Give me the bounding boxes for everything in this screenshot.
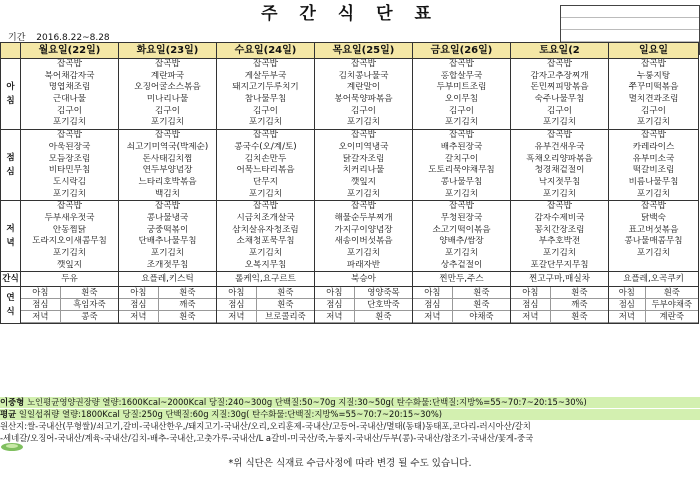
porridge-subrow (609, 299, 698, 311)
menu-item: 포기김치 (248, 188, 283, 199)
porridge-meal: 아침 (413, 287, 452, 299)
porridge-subrow (315, 287, 412, 299)
menu-item: 백김치 (155, 188, 180, 199)
menu-item: 쇠고기미역국(박제순) (126, 141, 209, 152)
breakfast-cell (413, 59, 511, 130)
porridge-subrow (511, 287, 608, 299)
breakfast-cell (315, 59, 413, 130)
menu-item: 닭백숙 (641, 212, 666, 223)
menu-item: 오이미역냉국 (338, 141, 389, 152)
porridge-item: 흰죽 (158, 311, 216, 323)
porridge-item: 두부야채죽 (645, 299, 698, 311)
day-header: 토요일(2 (511, 43, 609, 59)
menu-item: 청경채겉절이 (534, 165, 585, 176)
menu-item: 홍합살무국 (440, 70, 483, 81)
menu-item: 포기김치 (248, 248, 283, 258)
menu-item (609, 260, 698, 272)
menu-item: 잡곡밥 (57, 59, 82, 69)
menu-item: 잡곡밥 (155, 59, 180, 69)
porridge-meal: 아침 (315, 287, 354, 299)
porridge-subrow (609, 287, 698, 299)
day-header: 목요일(25일) (315, 43, 413, 59)
porridge-item: 흰죽 (158, 287, 216, 299)
snack-cell: 북승아 (315, 272, 413, 287)
porridge-item: 단호박죽 (354, 299, 412, 311)
menu-item: 포기김치 (52, 188, 87, 199)
porridge-meal: 저녁 (609, 311, 645, 323)
porridge-item: 깨죽 (158, 299, 216, 311)
porridge-subrow (609, 311, 698, 323)
dinner-cell (315, 201, 413, 272)
porridge-subrow (413, 299, 510, 311)
porridge-subtable (511, 287, 608, 323)
porridge-subtable (413, 287, 510, 323)
porridge-meal: 아침 (511, 287, 550, 299)
menu-item: 표고버섯볶음 (628, 224, 679, 235)
menu-item: 누룽지탕 (636, 70, 671, 81)
dinner-cell (119, 201, 217, 272)
menu-item: 잡곡밥 (253, 201, 278, 212)
porridge-subtable (609, 287, 698, 323)
menu-item: 닭갈자조림 (342, 153, 385, 164)
menu-item: 무청된장국 (440, 212, 483, 223)
porridge-subrow (119, 299, 216, 311)
menu-item: 꽁치간장조림 (534, 224, 585, 235)
porridge-subtable (21, 287, 118, 323)
menu-item: 콩나물매콤무침 (624, 236, 683, 247)
menu-item: 잡곡밥 (253, 59, 278, 69)
nutrition-recommended (0, 397, 700, 408)
porridge-item: 깨죽 (550, 299, 608, 311)
menu-item: 비타민무침 (48, 165, 91, 176)
menu-item: 유부건새우국 (534, 141, 585, 152)
menu-item: 안동찜닭 (52, 224, 87, 235)
breakfast-cell (511, 59, 609, 130)
menu-item: 잡곡밥 (351, 130, 376, 141)
porridge-meal: 저녁 (217, 311, 256, 323)
porridge-meal: 점심 (511, 299, 550, 311)
menu-item: 포기김치 (52, 117, 87, 128)
porridge-subrow (217, 311, 314, 323)
porridge-item: 영양죽목 (354, 287, 412, 299)
porridge-cell (217, 287, 315, 324)
menu-item: 궁중떡볶이 (146, 224, 189, 235)
dinner-label: 저 녁 (1, 201, 21, 272)
period-label: 기간 (8, 33, 26, 43)
menu-item: 두부미트조림 (436, 82, 487, 93)
menu-item: 김구이 (547, 105, 572, 116)
menu-item: 카레라이스 (632, 141, 675, 152)
dinner-cell (609, 201, 699, 272)
menu-item: 김구이 (57, 105, 82, 116)
menu-item: 잡곡밥 (641, 201, 666, 212)
menu-item: 포기김치 (52, 248, 87, 258)
origin-info (0, 421, 700, 445)
snack-cell: 찐만두,주스 (413, 272, 511, 287)
porridge-meal: 저녁 (119, 311, 158, 323)
dinner-cell (217, 201, 315, 272)
porridge-meal: 아침 (217, 287, 256, 299)
menu-item: 잡곡밥 (57, 201, 82, 212)
day-header: 금요일(26일) (413, 43, 511, 59)
menu-item: 콩국수(오/계/토) (234, 141, 297, 152)
menu-item: 포기김치 (444, 117, 479, 128)
menu-item: 깻잎지 (57, 259, 82, 270)
menu-item: 포기김치 (346, 117, 381, 128)
day-header: 화요일(23일) (119, 43, 217, 59)
porridge-cell (119, 287, 217, 324)
porridge-item: 흑임자죽 (60, 299, 118, 311)
menu-item: 삼치살유자청조림 (232, 224, 299, 235)
snack-cell: 찐고구마,매실차 (511, 272, 609, 287)
porridge-cell (315, 287, 413, 324)
nutrition-average-label: 평균 (0, 409, 17, 419)
menu-item: 단무지 (253, 176, 278, 187)
porridge-cell (413, 287, 511, 324)
menu-item: 쭈꾸미떡볶음 (628, 82, 679, 93)
porridge-subtable (217, 287, 314, 323)
menu-item: 명엽채조림 (48, 82, 91, 93)
menu-item: 포갈단무지무침 (530, 259, 589, 270)
menu-item: 떡갈비조림 (632, 165, 675, 176)
porridge-subrow (511, 311, 608, 323)
porridge-subrow (413, 311, 510, 323)
porridge-item: 흰죽 (452, 287, 510, 299)
lunch-label: 점 심 (1, 130, 21, 201)
menu-item: 포기김치 (636, 248, 671, 258)
menu-item: 소채청포묵무침 (236, 236, 295, 247)
porridge-subrow (21, 311, 118, 323)
porridge-label: 연 식 (1, 287, 21, 324)
porridge-meal: 저녁 (511, 311, 550, 323)
menu-item: 포기김치 (150, 117, 185, 128)
dinner-cell (511, 201, 609, 272)
dinner-row (1, 201, 699, 272)
menu-item: 양배추/쌈장 (439, 236, 484, 247)
porridge-item: 흰죽 (256, 299, 314, 311)
dinner-cell (21, 201, 119, 272)
menu-item: 조개젓무침 (146, 259, 189, 270)
porridge-meal: 아침 (609, 287, 645, 299)
menu-item: 북어채감자국 (44, 70, 95, 81)
menu-item: 참나물무침 (244, 94, 287, 105)
menu-item: 미나리나물 (146, 94, 189, 105)
snack-row (1, 272, 699, 287)
menu-item: 포기김치 (636, 117, 671, 128)
porridge-cell (609, 287, 699, 324)
menu-item: 봉어묵양파볶음 (334, 94, 393, 105)
page-title: 주 간 식 단 표 (261, 4, 439, 24)
porridge-item: 흰죽 (550, 311, 608, 323)
menu-item: 모듬장조림 (48, 153, 91, 164)
porridge-subtable (315, 287, 412, 323)
menu-item: 어묵느타리볶음 (236, 165, 295, 176)
menu-item: 포기김치 (636, 188, 671, 199)
snack-cell: 요플레,키스틱 (119, 272, 217, 287)
porridge-item: 계란죽 (645, 311, 698, 323)
lunch-cell (217, 130, 315, 201)
footnote: *위 식단은 식재료 수급사정에 따라 변경 될 수도 있습니다. (228, 458, 472, 469)
menu-item: 새송이버섯볶음 (334, 236, 393, 247)
porridge-item: 흰죽 (645, 287, 698, 299)
menu-item: 오징어굴소스볶음 (134, 82, 201, 93)
menu-item: 포기김치 (346, 248, 381, 258)
porridge-item: 흰죽 (550, 287, 608, 299)
menu-item: 낙지젓무침 (538, 176, 581, 187)
menu-item: 잡곡밥 (547, 59, 572, 69)
porridge-meal: 점심 (315, 299, 354, 311)
menu-item: 오복지무침 (244, 259, 287, 270)
porridge-subrow (119, 287, 216, 299)
menu-item: 오이무침 (444, 94, 479, 105)
menu-item: 잡곡밥 (155, 130, 180, 141)
porridge-subrow (217, 287, 314, 299)
porridge-item: 흰죽 (354, 311, 412, 323)
menu-item: 갈치구이 (444, 153, 479, 164)
lunch-cell (413, 130, 511, 201)
menu-item: 포기김치 (542, 117, 577, 128)
menu-item: 두부새우젓국 (44, 212, 95, 223)
day-header-row (1, 43, 699, 59)
menu-item: 김구이 (155, 105, 180, 116)
lunch-cell (315, 130, 413, 201)
porridge-meal: 저녁 (21, 311, 60, 323)
menu-item: 흑채오리양파볶음 (526, 153, 593, 164)
menu-item: 해물순두부찌개 (334, 212, 393, 223)
porridge-subrow (119, 311, 216, 323)
porridge-meal: 아침 (21, 287, 60, 299)
origin-line-1: 원산지:쌀-국내산(무형쌀)/쇠고기,갈비-국내산한우,/돼지고기-국내산/오리,오리훈제-국내산/고등어-국내산/멸태(동태)동태포,코다리-러시아산/갈치 (0, 421, 531, 431)
porridge-subrow (315, 311, 412, 323)
snack-cell: 요플레,오곡쿠키 (609, 272, 699, 287)
snack-label: 간식 (1, 272, 21, 287)
menu-item: 잡곡밥 (155, 201, 180, 212)
porridge-row (1, 287, 699, 324)
menu-item: 콩나물냉국 (146, 212, 189, 223)
menu-item: 도시락김 (52, 176, 87, 187)
menu-item: 포기김치 (542, 188, 577, 199)
menu-item: 숙주나물무침 (534, 94, 585, 105)
menu-item: 포기김치 (248, 117, 283, 128)
breakfast-row (1, 59, 699, 130)
porridge-subrow (413, 287, 510, 299)
porridge-meal: 저녁 (315, 311, 354, 323)
menu-item: 아욱된장국 (48, 141, 91, 152)
menu-item: 잡곡밥 (641, 130, 666, 141)
menu-item: 도라지오이새콤무침 (32, 236, 107, 247)
menu-item: 계란파국 (150, 70, 185, 81)
logo-icon (0, 440, 24, 452)
breakfast-label: 아 침 (1, 59, 21, 130)
menu-item: 포기김치 (542, 248, 577, 258)
porridge-meal: 점심 (21, 299, 60, 311)
menu-item: 소고기떡이볶음 (432, 224, 491, 235)
menu-item: 비름나물무침 (628, 176, 679, 187)
menu-item: 잡곡밥 (641, 59, 666, 69)
breakfast-cell (119, 59, 217, 130)
menu-item: 멸치견과조림 (628, 94, 679, 105)
menu-item: 감자고추장찌개 (530, 70, 589, 81)
menu-item: 감자수제비국 (534, 212, 585, 223)
porridge-subrow (21, 287, 118, 299)
menu-item: 부추호박전 (538, 236, 581, 247)
porridge-item: 콩죽 (60, 311, 118, 323)
menu-item: 잡곡밥 (253, 130, 278, 141)
porridge-subrow (21, 299, 118, 311)
menu-item: 잡곡밥 (351, 201, 376, 212)
porridge-cell (21, 287, 119, 324)
menu-table (0, 42, 699, 324)
menu-item: 도토리묵야채무침 (428, 165, 495, 176)
menu-item: 잡곡밥 (547, 130, 572, 141)
menu-item: 김구이 (351, 105, 376, 116)
menu-item: 김치손만두 (244, 153, 287, 164)
menu-item: 연두부양념장 (142, 165, 193, 176)
menu-item: 잡곡밥 (449, 59, 474, 69)
porridge-cell (511, 287, 609, 324)
lunch-row (1, 130, 699, 201)
menu-item: 잡곡밥 (351, 59, 376, 69)
menu-item: 상추겉절이 (440, 259, 483, 270)
menu-item: 근대나물 (52, 94, 87, 105)
menu-item: 게살두부국 (244, 70, 287, 81)
menu-item: 김구이 (449, 105, 474, 116)
menu-item: 파래자반 (346, 259, 381, 270)
period-value: 2016.8.22~8.28 (36, 33, 110, 43)
menu-item: 포기김치 (346, 188, 381, 199)
menu-item: 시금치조개살국 (236, 212, 295, 223)
menu-item: 김구이 (253, 105, 278, 116)
origin-line-2: -세네갈/오징어-국내산/계육-국내산/김치-배추-국내산,고춧가루-국내산/L a갈비-미국산/죽,누룽지-국내산/두부(콩)-국내산/참조기-국내산/꽃게-중국 (0, 432, 534, 443)
porridge-meal: 점심 (609, 299, 645, 311)
menu-item: 잡곡밥 (449, 130, 474, 141)
porridge-item: 브로콜리죽 (256, 311, 314, 323)
menu-item: 포기김치 (444, 248, 479, 258)
porridge-item: 흰죽 (452, 299, 510, 311)
snack-cell: 롤케익,요구르트 (217, 272, 315, 287)
porridge-subtable (119, 287, 216, 323)
menu-item: 포기김치 (150, 248, 185, 258)
lunch-cell (511, 130, 609, 201)
menu-item: 잡곡밥 (547, 201, 572, 212)
header-corner (1, 43, 21, 59)
menu-item: 콩나물무침 (440, 176, 483, 187)
nutrition-recommended-text: 노인평균영양권장량 열량:1600Kcal~2000Kcal 당질:240~300g 단백질:50~70g 지질:30~50g( 탄수화물:단백질:지방%=55~70:7~20:15~30%) (26, 397, 587, 407)
breakfast-cell (609, 59, 699, 130)
porridge-item: 흰죽 (256, 287, 314, 299)
porridge-item: 야채죽 (452, 311, 510, 323)
lunch-cell (119, 130, 217, 201)
menu-item: 돈민찌피망볶음 (530, 82, 589, 93)
menu-item: 깻잎지 (351, 176, 376, 187)
menu-item: 배추된장국 (440, 141, 483, 152)
dinner-cell (413, 201, 511, 272)
menu-item: 잡곡밥 (449, 201, 474, 212)
porridge-meal: 저녁 (413, 311, 452, 323)
menu-item: 유부미소국 (632, 153, 675, 164)
menu-item: 잡곡밥 (57, 130, 82, 141)
menu-item: 느타리호박볶음 (138, 176, 197, 187)
breakfast-cell (217, 59, 315, 130)
menu-item: 돼지고기두루치기 (232, 82, 299, 93)
day-header: 월요일(22일) (21, 43, 119, 59)
menu-item: 김구이 (641, 105, 666, 116)
lunch-cell (21, 130, 119, 201)
day-header: 수요일(24일) (217, 43, 315, 59)
nutrition-average-text: 일일섭취량 열량:1800Kcal 당질:250g 단백질:60g 지질:30g( 탄수화물:단백질:지방%=55~70:7~20:15~30%) (18, 409, 443, 419)
porridge-subrow (217, 299, 314, 311)
menu-item: 계란말이 (346, 82, 381, 93)
porridge-subrow (315, 299, 412, 311)
porridge-item: 흰죽 (60, 287, 118, 299)
menu-item: 돈사태김치찜 (142, 153, 193, 164)
porridge-meal: 아침 (119, 287, 158, 299)
menu-item: 포기김치 (444, 188, 479, 199)
menu-item: 가지구이양념장 (334, 224, 393, 235)
menu-item: 치커리나물 (342, 165, 385, 176)
porridge-meal: 점심 (217, 299, 256, 311)
menu-item: 단배추나물무침 (138, 236, 197, 247)
porridge-meal: 점심 (119, 299, 158, 311)
menu-item: 김치콩나물국 (338, 70, 389, 81)
nutrition-average (0, 409, 700, 420)
lunch-cell (609, 130, 699, 201)
porridge-subrow (511, 299, 608, 311)
snack-cell: 두유 (21, 272, 119, 287)
porridge-meal: 점심 (413, 299, 452, 311)
day-header: 일요일 (609, 43, 699, 59)
nutrition-recommended-label: 이중형 (0, 397, 25, 407)
breakfast-cell (21, 59, 119, 130)
